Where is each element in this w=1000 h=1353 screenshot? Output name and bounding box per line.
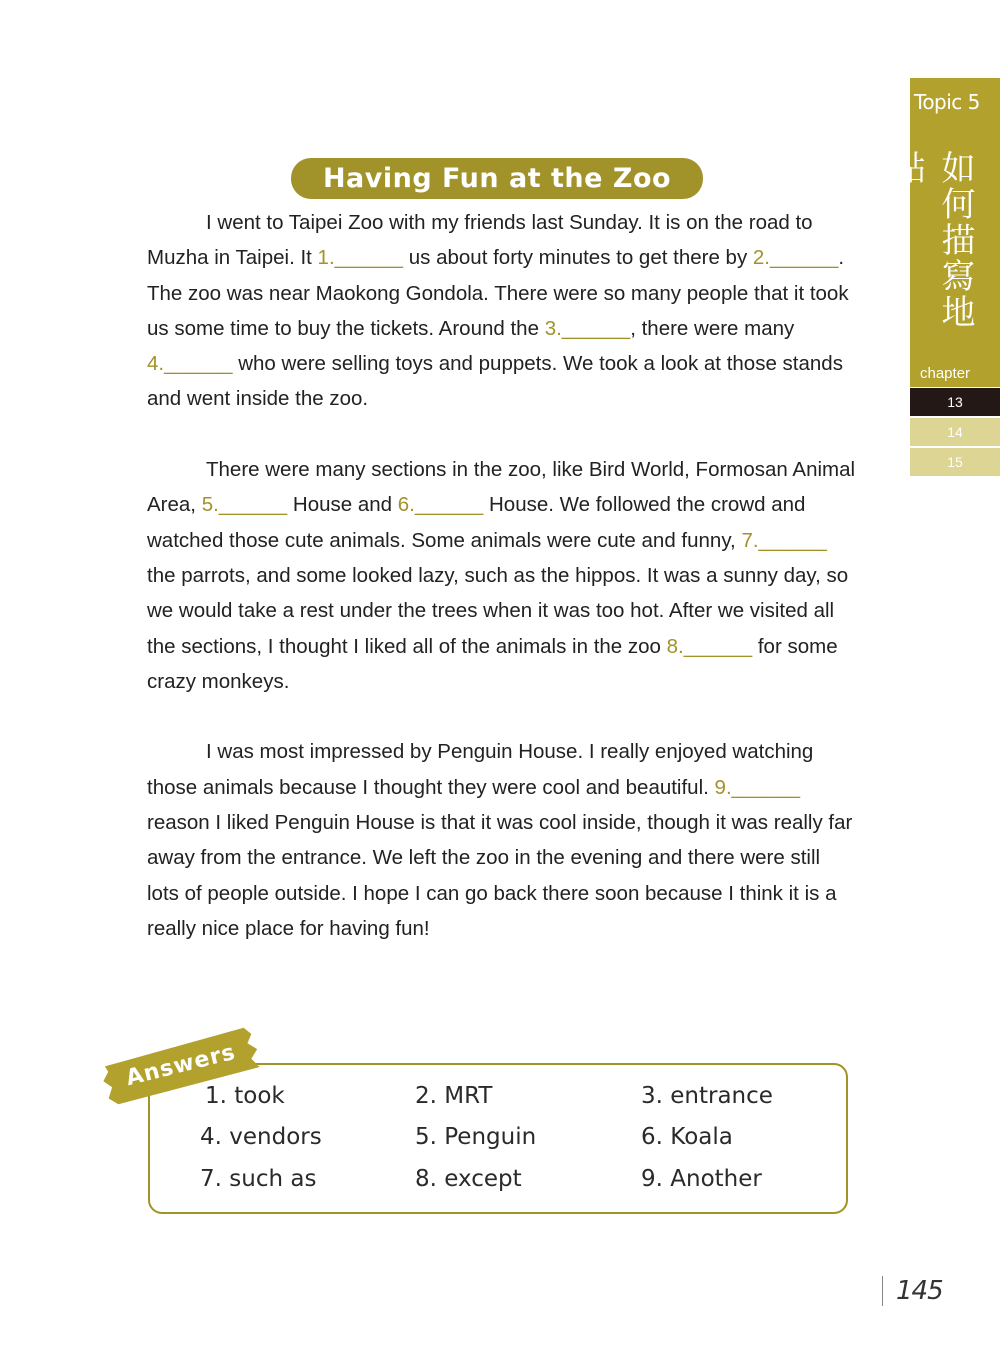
story-text: [147, 205, 857, 946]
answer-7: 7. such as: [200, 1166, 317, 1192]
blank-5: 5.______: [201, 493, 288, 517]
blank-8: 8.______: [666, 634, 753, 658]
page-number: 145: [896, 1276, 943, 1306]
answers-label-text: Answers: [123, 1039, 239, 1092]
topic-label: Topic 5: [914, 90, 980, 114]
answer-6: 6. Koala: [641, 1124, 733, 1150]
answer-8: 8. except: [415, 1166, 522, 1192]
story-paragraph-2: There were many sections in the zoo, like Bird World, Formosan Animal Area, 5.______ House and 6.______ House. We followed the crowd and watched those cute animals. Some animals were cute and funny, 7.______ the parrots, and some looked lazy, such as the hippos. It was a sunny day, so we would take a rest under the trees when it was too hot. After we visited all the sections, I thought I liked all of the animals in the zoo 8.______ for some crazy monkeys.: [147, 458, 856, 693]
blank-7: 7.______: [741, 528, 827, 552]
blank-1: 1.______: [317, 246, 404, 270]
blank-2: 2.______: [752, 246, 839, 270]
chapter-tab-14[interactable]: 14: [910, 418, 1000, 446]
answer-5: 5. Penguin: [415, 1124, 537, 1150]
chapter-tab-15[interactable]: 15: [910, 448, 1000, 476]
blank-3: 3.______: [544, 316, 631, 340]
blank-6: 6.______: [397, 493, 484, 517]
topic-side-tab: [885, 78, 1000, 361]
chapter-label: chapter: [910, 361, 1000, 387]
story-paragraph-1: I went to Taipei Zoo with my friends last Sunday. It is on the road to Muzha in Taipei. It 1.______ us about forty minutes to get there by 2.______. The zoo was near Maokong Gondola. There were so many people that it took us some time to buy the tickets. Around the 3.______, there were many 4.______ who were selling toys and puppets. We took a look at those stands and went inside the zoo.: [147, 211, 849, 411]
page-title: Having Fun at the Zoo: [291, 158, 703, 199]
answer-3: 3. entrance: [641, 1083, 773, 1109]
story-paragraph-3: I was most impressed by Penguin House. I really enjoyed watching those animals because I thought they were cool and beautiful. 9.______ reason I liked Penguin House is that it was cool inside, though it was really far away from the entrance. We left the zoo in the evening and there were still lots of people outside. I hope I can go back there soon because I think it is a really nice place for having fun!: [147, 740, 853, 940]
answer-1: 1. took: [205, 1083, 285, 1109]
answer-4: 4. vendors: [200, 1124, 322, 1150]
answer-9: 9. Another: [641, 1166, 762, 1192]
answer-2: 2. MRT: [415, 1083, 493, 1109]
page-number-divider: [882, 1276, 883, 1306]
topic-vertical-title: 如何描寫地點: [885, 150, 975, 330]
blank-4: 4.______: [147, 352, 233, 376]
blank-9: 9.______: [714, 775, 801, 799]
chapter-tab-13[interactable]: 13: [910, 388, 1000, 416]
